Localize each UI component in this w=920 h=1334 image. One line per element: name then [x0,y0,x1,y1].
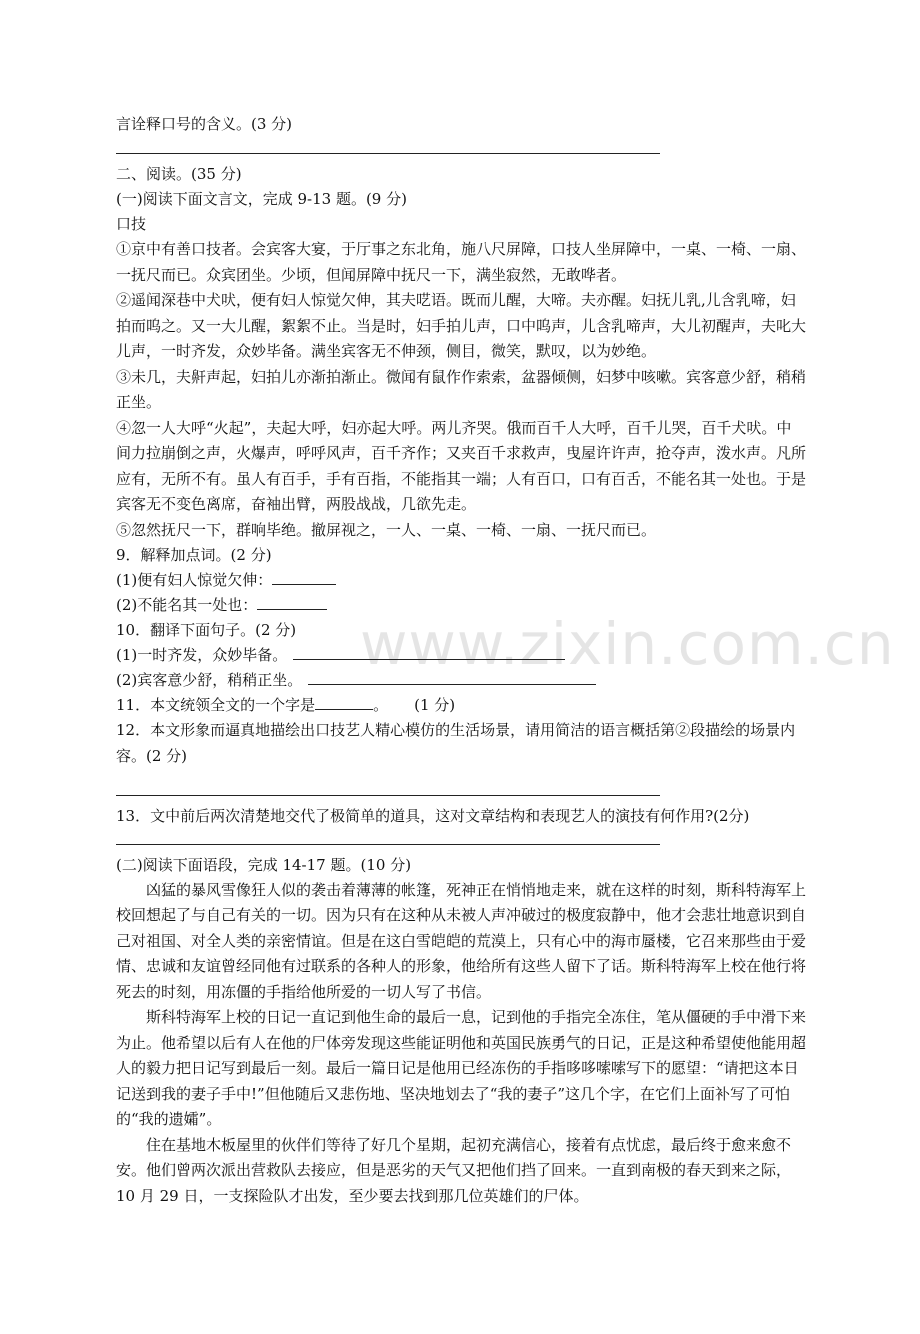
reading-paragraph-1: 凶猛的暴风雪像狂人似的袭击着薄薄的帐篷，死神正在悄悄地走来，就在这样的时刻，斯科特海军上校回想起了与自己有关的一切。因为只有在这种从未被人声冲破过的极度寂静中，他才会悲壮地意识到自己对祖国、对全人类的亲密情谊。但是在这白雪皑皑的荒漠上，只有心中的海市蜃楼，它召来那些由于爱情、忠诚和友谊曾经同他有过联系的各种人的形象，他给所有这些人留下了话。斯科特海军上校在他行将死去的时刻，用冻僵的手指给他所爱的一切人写了书信。 [116,880,807,1001]
question-11-text: 11．本文统领全文的一个字是 [116,696,316,714]
question-8-tail: 言诠释口号的含义。(3 分) [116,115,293,133]
question-9: 9．解释加点词。(2 分) [116,546,272,564]
question-9-2 [116,593,806,618]
passage-paragraph-3: ③未几，夫鼾声起，妇拍儿亦渐拍渐止。微闻有鼠作作索索，盆器倾侧，妇梦中咳嗽。宾客意少舒，稍稍正坐。 [116,367,807,411]
answer-line [116,153,660,154]
passage-paragraph-5: ⑤忽然抚尺一下，群响毕绝。撤屏视之，一人、一桌、一椅、一扇、一抚尺而已。 [116,520,657,539]
answer-line [116,795,660,796]
question-10-1 [116,643,806,668]
answer-line [116,844,660,845]
question-9-1-text: (1)便有妇人惊觉欠伸： [116,571,273,589]
question-13: 13．文中前后两次清楚地交代了极简单的道具，这对文章结构和表现艺人的演技有何作用?(2分) [116,807,750,825]
answer-blank[interactable] [308,670,596,685]
question-11-period: 。 [373,696,389,714]
question-11 [116,693,806,718]
part-2-title: (二)阅读下面语段，完成 14-17 题。(10 分) [116,855,412,874]
answer-blank[interactable] [315,695,373,710]
question-11-score: (1 分) [414,696,456,714]
reading-paragraph-2: 斯科特海军上校的日记一直记到他生命的最后一息，记到他的手指完全冻住，笔从僵硬的手中滑下来为止。他希望以后有人在他的尸体旁发现这些能证明他和英国民族勇气的日记，正是这种希望使他能用超人的毅力把日记写到最后一刻。最后一篇日记是他用已经冻伤的手指哆哆嗦嗦写下的愿望：“请把这本日记送到我的妻子手中!”但他随后又悲伤地、坚决地划去了“我的妻子”这几个字，在它们上面补写了可怕的“我的遗孀”。 [116,1008,807,1128]
answer-blank[interactable] [257,595,327,610]
passage-title: 口技 [116,215,147,233]
question-10-1-text: (1)一时齐发，众妙毕备。 [116,646,288,664]
reading-paragraph-3: 住在基地木板屋里的伙伴们等待了好几个星期，起初充满信心，接着有点忧虑，最后终于愈来愈不安。他们曾两次派出营救队去接应，但是恶劣的天气又把他们挡了回来。一直到南极的春天到来之际，10 月 29 日，一支探险队才出发，至少要去找到那几位英雄们的尸体。 [116,1135,792,1205]
part-1-title: (一)阅读下面文言文，完成 9-13 题。(9 分) [116,190,407,208]
passage-paragraph-2: ②遥闻深巷中犬吠，便有妇人惊觉欠伸，其夫呓语。既而儿醒，大啼。夫亦醒。妇抚儿乳,儿含乳啼，妇拍而呜之。又一大儿醒，絮絮不止。当是时，妇手拍儿声，口中呜声，儿含乳啼声，大儿初醒声，夫叱大儿声，一时齐发，众妙毕备。满坐宾客无不伸颈，侧目，微笑，默叹，以为妙绝。 [116,291,807,360]
question-10: 10．翻译下面句子。(2 分) [116,621,297,639]
passage-paragraph-1: ①京中有善口技者。会宾客大宴，于厅事之东北角，施八尺屏障，口技人坐屏障中，一桌、一椅、一扇、一抚尺而已。众宾团坐。少顷，但闻屏障中抚尺一下，满坐寂然，无敢哗者。 [116,240,807,284]
passage-paragraph-4: ④忽一人大呼“火起”，夫起大呼，妇亦起大呼。两儿齐哭。俄而百千人大呼，百千儿哭，百千犬吠。中间力拉崩倒之声，火爆声，呼呼风声，百千齐作；又夹百千求救声，曳屋许许声，抢夺声，泼水声。凡所应有，无所不有。虽人有百手，手有百指，不能指其一端；人有百口，口有百舌，不能名其一处也。于是宾客无不变色离席，奋袖出臂，两股战战，几欲先走。 [116,418,807,513]
question-10-2 [116,668,806,693]
question-10-2-text: (2)宾客意少舒，稍稍正坐。 [116,671,303,689]
question-9-2-text: (2)不能名其一处也： [116,596,258,614]
document-page [116,112,806,1209]
section-2-title: 二、阅读。(35 分) [116,165,242,183]
question-12: 12．本文形象而逼真地描绘出口技艺人精心模仿的生活场景，请用简洁的语言概括第②段描绘的场景内容。(2 分) [116,721,796,765]
watermark: www.zixin.com.cn [360,610,895,678]
answer-blank[interactable] [272,570,336,585]
answer-blank[interactable] [293,645,565,660]
question-9-1 [116,568,806,593]
